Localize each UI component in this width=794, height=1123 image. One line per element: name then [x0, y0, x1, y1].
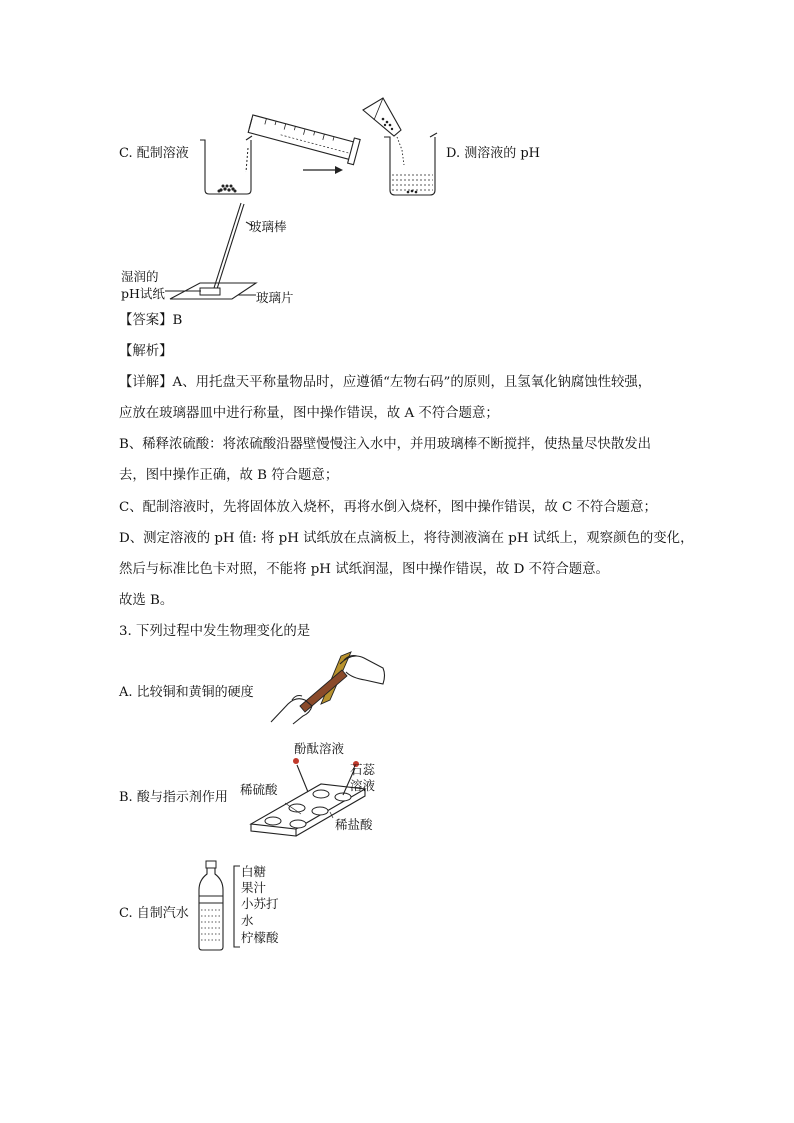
ingredient-juice: 果汁 — [241, 880, 267, 895]
explanation-line: C、配制溶液时，先将固体放入烧杯，再将水倒入烧杯，图中操作错误，故 C 不符合题意； — [119, 500, 657, 515]
ingredient-water: 水 — [241, 913, 254, 928]
litmus-label-1: 石蕊 — [350, 762, 376, 777]
option-c-label: C. 配制溶液 — [119, 146, 189, 161]
glass-rod-label: 玻璃棒 — [249, 219, 287, 234]
q3-option-b: B. 酸与指示剂作用 — [119, 790, 228, 805]
explanation-line: 然后与标准比色卡对照，不能将 pH 试纸润湿，图中操作错误，故 D 不符合题意。 — [119, 562, 609, 577]
explanation-line: B、稀释浓硫酸：将浓硫酸沿器壁慢慢注入水中，并用玻璃棒不断搅拌，使热量尽快散发出 — [119, 437, 652, 452]
glass-plate-label: 玻璃片 — [256, 290, 294, 305]
explanation-line: 故选 B。 — [119, 593, 174, 608]
explanation-line: 应放在玻璃器皿中进行称量，图中操作错误，故 A 不符合题意； — [119, 406, 499, 421]
litmus-label-2: 溶液 — [350, 778, 376, 793]
answer: 【答案】B — [119, 313, 183, 328]
dilute-sulfuric-label: 稀硫酸 — [240, 782, 278, 797]
explanation-line: 【详解】A、用托盘天平称量物品时，应遵循“左物右码”的原则，且氢氧化钠腐蚀性较强， — [119, 375, 652, 390]
phenolphthalein-label: 酚酞溶液 — [294, 741, 345, 756]
ingredient-citric-acid: 柠檬酸 — [241, 930, 279, 945]
ingredient-sugar: 白糖 — [241, 864, 267, 879]
dilute-hydrochloric-label: 稀盐酸 — [335, 817, 373, 832]
analysis-heading: 【解析】 — [119, 344, 173, 359]
q3-option-a: A. 比较铜和黄铜的硬度 — [119, 685, 254, 700]
ingredient-baking-soda: 小苏打 — [241, 896, 279, 911]
explanation-line: 去，图中操作正确，故 B 符合题意； — [119, 468, 339, 483]
option-d-label: D. 测溶液的 pH — [446, 146, 541, 161]
question-3-stem: 3. 下列过程中发生物理变化的是 — [119, 624, 311, 639]
q3-option-c: C. 自制汽水 — [119, 906, 189, 921]
explanation-line: D、测定溶液的 pH 值: 将 pH 试纸放在点滴板上，将待测液滴在 pH 试纸上，观察颜色的变化， — [119, 531, 694, 546]
wet-ph-paper-label-2: pH试纸 — [121, 286, 165, 301]
wet-ph-paper-label-1: 湿润的 — [121, 269, 159, 284]
